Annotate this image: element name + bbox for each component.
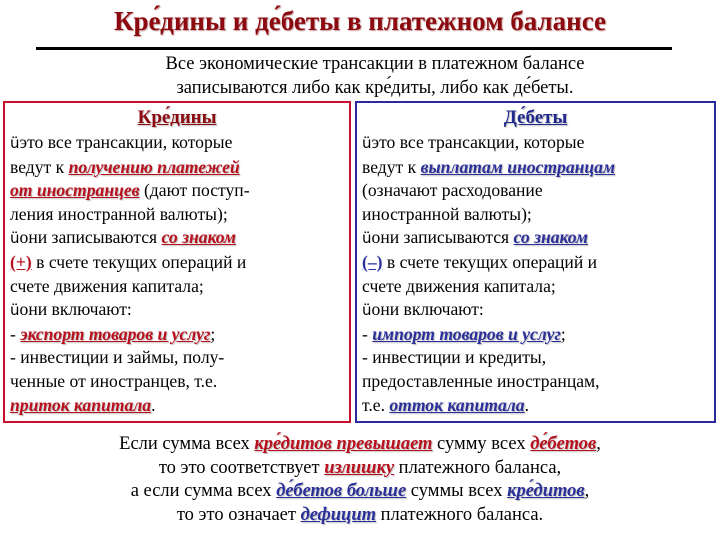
credit-line: - инвестиции и займы, полу- bbox=[10, 347, 225, 368]
debit-line: (–) в счете текущих операций и bbox=[362, 251, 598, 272]
credit-line: от иностранцев (дают поступ- bbox=[10, 180, 250, 201]
credits-heading: Кре́дины bbox=[137, 107, 217, 128]
summary-line: то это соответствует излишку платежного баланса, bbox=[158, 457, 562, 478]
summary-text bbox=[0, 433, 720, 527]
credit-highlight: получению платежей bbox=[68, 156, 240, 177]
debit-highlight: импорт товаров и услуг bbox=[372, 323, 561, 344]
credit-line: ления иностранной валюты); bbox=[10, 203, 228, 224]
summary-line: Если сумма всех кре́дитов превышает сумму всех де́бетов, bbox=[119, 434, 601, 454]
intro-line: Все экономические трансакции в платежном балансе bbox=[165, 54, 585, 74]
plus-sign: (+) bbox=[10, 251, 32, 272]
credit-line: üэто все трансакции, которые bbox=[10, 132, 233, 152]
credit-highlight: экспорт товаров и услуг bbox=[20, 323, 211, 344]
check-mark-icon: ü bbox=[10, 134, 20, 152]
debit-line: иностранной валюты); bbox=[362, 203, 532, 224]
credit-highlight: от иностранцев bbox=[10, 180, 140, 201]
credits-box bbox=[3, 101, 351, 423]
debit-line: предоставленные иностранцам, bbox=[362, 370, 600, 391]
debit-line: т.е. отток капитала. bbox=[362, 394, 529, 415]
summary-highlight: дефицит bbox=[300, 504, 377, 525]
page-title: Кре́дины и де́беты в платежном балансе bbox=[113, 6, 607, 36]
debit-highlight: отток капитала bbox=[389, 394, 525, 415]
summary-line: то это означает дефицит платежного баланса. bbox=[176, 504, 544, 525]
debits-box bbox=[355, 101, 716, 423]
intro-text bbox=[60, 52, 690, 100]
debits-heading: Де́беты bbox=[503, 107, 568, 128]
credit-line: (+) в счете текущих операций и bbox=[10, 251, 247, 272]
summary-highlight: излишку bbox=[324, 457, 395, 478]
summary-highlight: кре́дитов bbox=[507, 481, 585, 501]
check-mark-icon: ü bbox=[362, 134, 372, 152]
title-divider bbox=[36, 47, 672, 50]
debit-line: üони записываются со знаком bbox=[362, 227, 588, 248]
credit-line: üони включают: bbox=[10, 299, 132, 320]
debit-line: - инвестиции и кредиты, bbox=[362, 347, 547, 368]
credit-line: счете движения капитала; bbox=[10, 275, 204, 296]
intro-line: записываются либо как кре́диты, либо как де́беты. bbox=[176, 78, 574, 98]
summary-highlight: де́бетов больше bbox=[276, 481, 407, 501]
credit-line: - экспорт товаров и услуг; bbox=[10, 323, 216, 344]
credit-line: приток капитала. bbox=[10, 394, 156, 415]
credit-line: ченные от иностранцев, т.е. bbox=[10, 370, 218, 391]
check-mark-icon: ü bbox=[10, 301, 20, 320]
credit-highlight: приток капитала bbox=[10, 394, 152, 415]
minus-sign: (–) bbox=[362, 251, 383, 272]
debit-line: üэто все трансакции, которые bbox=[362, 132, 585, 152]
debit-highlight: выплатам иностранцам bbox=[420, 156, 616, 177]
credit-line: ведут к получению платежей bbox=[10, 156, 240, 177]
debits-lines bbox=[362, 131, 709, 417]
credits-lines bbox=[10, 131, 344, 417]
debit-line: счете движения капитала; bbox=[362, 275, 556, 296]
check-mark-icon: ü bbox=[10, 229, 20, 248]
summary-line: а если сумма всех де́бетов больше суммы всех кре́дитов, bbox=[130, 481, 590, 501]
summary-highlight: кре́дитов превышает bbox=[254, 434, 433, 454]
debit-line: üони включают: bbox=[362, 299, 484, 320]
check-mark-icon: ü bbox=[362, 229, 372, 248]
debit-line: - импорт товаров и услуг; bbox=[362, 323, 566, 344]
debit-highlight: со знаком bbox=[513, 227, 588, 248]
debit-line: ведут к выплатам иностранцам bbox=[362, 156, 616, 177]
summary-highlight: де́бетов bbox=[530, 434, 597, 454]
debit-line: (означают расходование bbox=[362, 180, 543, 201]
credit-line: üони записываются со знаком bbox=[10, 227, 236, 248]
credit-highlight: со знаком bbox=[161, 227, 236, 248]
check-mark-icon: ü bbox=[362, 301, 372, 320]
